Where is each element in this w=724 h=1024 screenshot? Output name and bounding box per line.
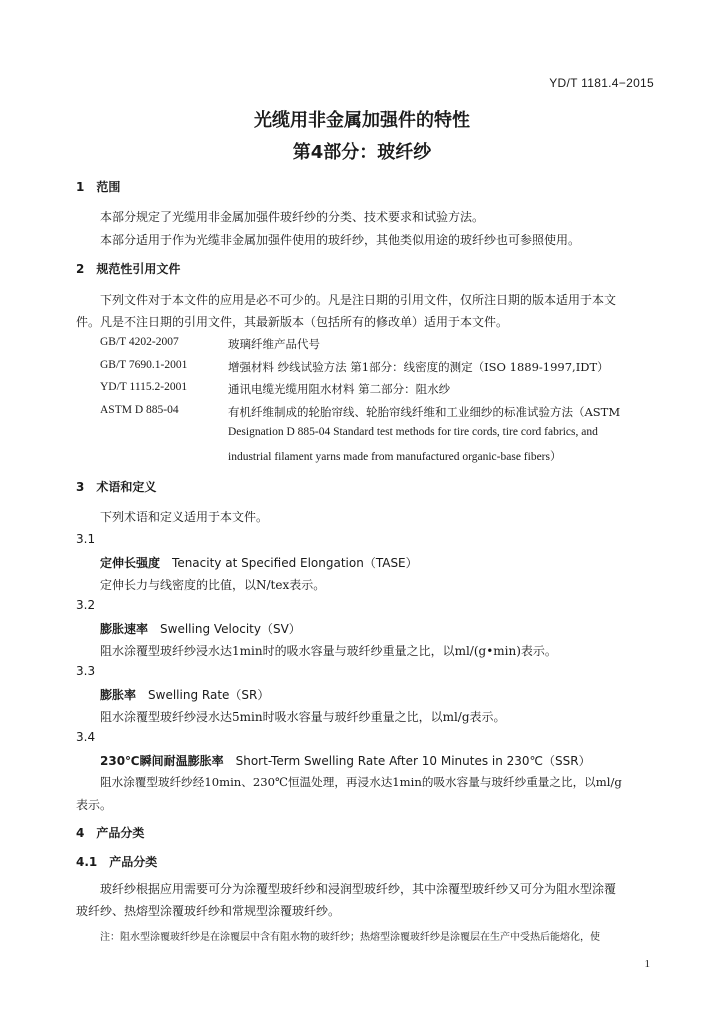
document-code: YD/T 1181.4−2015: [549, 76, 654, 90]
paragraph: 玻纤纱、热熔型涂覆玻纤纱和常规型涂覆玻纤纱。: [76, 904, 341, 918]
page-subtitle: 第4部分：玻纤纱: [292, 142, 432, 163]
note: 注：阻水型涂覆玻纤纱是在涂覆层中含有阻水物的玻纤纱；热熔型涂覆玻纤纱是涂覆层在生产中受热后能熔化，使: [100, 932, 600, 943]
term-en: Short-Term Swelling Rate After 10 Minutes in 230℃（SSR）: [235, 754, 591, 768]
term-en: Swelling Rate（SR）: [148, 688, 270, 702]
term-number: 3.2: [76, 598, 96, 612]
term-definition: 阻水涂覆型玻纤纱浸水达1min时的吸水容量与玻纤纱重量之比，以ml/(g•min)表示。: [100, 644, 557, 658]
reference-code: GB/T 7690.1-2001: [100, 359, 188, 371]
term-number: 3.4: [76, 730, 96, 744]
term-cn: 230℃瞬间耐温膨胀率: [100, 754, 224, 768]
section-heading-scope: 1 范围: [76, 180, 121, 194]
section-heading-terms: 3 术语和定义: [76, 480, 157, 494]
term-heading: [100, 686, 269, 703]
section-heading-normative-references: 2 规范性引用文件: [76, 262, 181, 276]
reference-code: GB/T 4202-2007: [100, 336, 179, 348]
reference-title: 增强材料 纱线试验方法 第1部分：线密度的测定（ISO 1889-1997,IDT）: [228, 360, 609, 374]
term-heading: [100, 620, 301, 637]
term-heading: [100, 554, 418, 571]
term-definition: 定伸长力与线密度的比值，以N/tex表示。: [100, 578, 326, 592]
section-heading-classification: 4 产品分类: [76, 826, 145, 840]
reference-title-continuation: industrial filament yarns made from manufactured organic-base fibers）: [228, 451, 562, 463]
paragraph: 本部分适用于作为光缆非金属加强件使用的玻纤纱，其他类似用途的玻纤纱也可参照使用。: [100, 233, 581, 247]
paragraph: 件。凡是不注日期的引用文件，其最新版本（包括所有的修改单）适用于本文件。: [76, 315, 509, 329]
reference-code: ASTM D 885-04: [100, 404, 179, 416]
page-title: 光缆用非金属加强件的特性: [254, 110, 470, 131]
reference-title-continuation: Designation D 885-04 Standard test methods for tire cords, tire cord fabrics, and: [228, 426, 598, 438]
subsection-heading: 4.1 产品分类: [76, 855, 158, 869]
term-number: 3.3: [76, 664, 96, 678]
reference-code: YD/T 1115.2-2001: [100, 381, 188, 393]
reference-title: 玻璃纤维产品代号: [228, 337, 320, 351]
term-cn: 膨胀率: [100, 688, 137, 702]
term-definition: 阻水涂覆型玻纤纱浸水达5min时吸水容量与玻纤纱重量之比，以ml/g表示。: [100, 710, 506, 724]
term-cn: 定伸长强度: [100, 556, 161, 570]
term-definition: 阻水涂覆型玻纤纱经10min、230℃恒温处理，再浸水达1min的吸水容量与玻纤纱重量之比，以ml/g: [100, 775, 622, 789]
term-en: Tenacity at Specified Elongation（TASE）: [172, 556, 418, 570]
term-cn: 膨胀速率: [100, 622, 149, 636]
term-definition-continuation: 表示。: [76, 798, 113, 812]
paragraph: 下列文件对于本文件的应用是必不可少的。凡是注日期的引用文件，仅所注日期的版本适用于本文: [100, 293, 617, 307]
term-en: Swelling Velocity（SV）: [160, 622, 301, 636]
term-number: 3.1: [76, 532, 96, 546]
paragraph: 本部分规定了光缆用非金属加强件玻纤纱的分类、技术要求和试验方法。: [100, 210, 485, 224]
paragraph: 玻纤纱根据应用需要可分为涂覆型玻纤纱和浸润型玻纤纱，其中涂覆型玻纤纱又可分为阻水型涂覆: [100, 882, 617, 896]
paragraph: 下列术语和定义适用于本文件。: [100, 510, 269, 524]
page-number: 1: [644, 958, 650, 970]
reference-title: 有机纤维制成的轮胎帘线、轮胎帘线纤维和工业细纱的标准试验方法（ASTM: [228, 405, 621, 419]
term-heading: [100, 752, 591, 769]
reference-title: 通讯电缆光缆用阻水材料 第二部分：阻水纱: [228, 382, 451, 396]
